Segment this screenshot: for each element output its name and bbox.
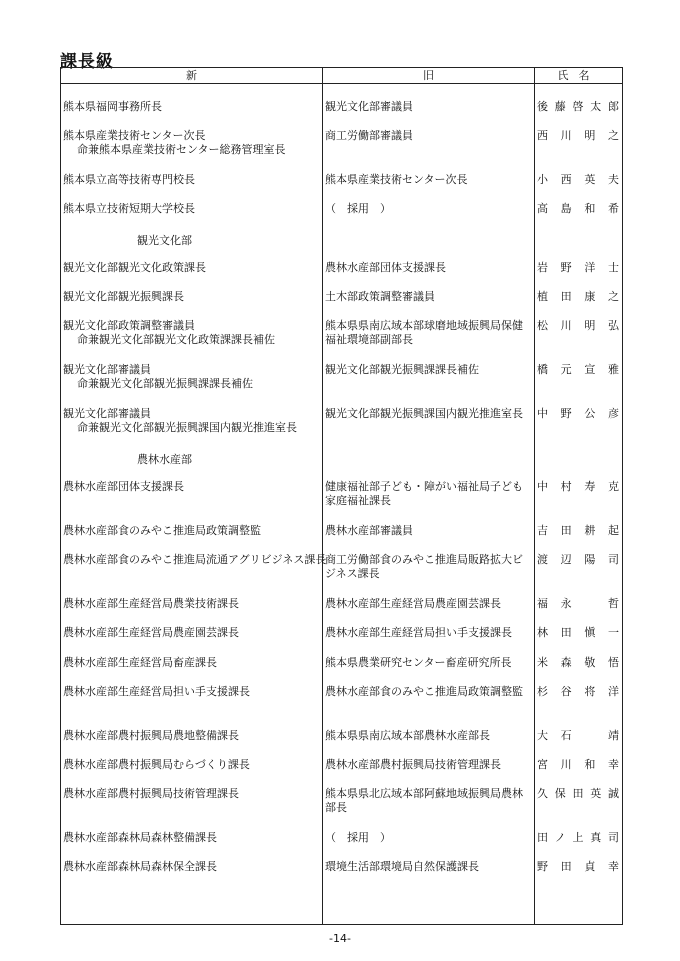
name-char: 寿 — [584, 480, 596, 493]
concurrent-post-line: 命兼熊本県産業技術センター総務管理室長 — [77, 143, 286, 156]
name-char: 田 — [560, 290, 572, 303]
name-char: 小 — [537, 173, 548, 186]
name-char: 元 — [560, 363, 572, 376]
name-char: 岩 — [537, 261, 548, 274]
name-char: 彦 — [607, 407, 619, 420]
name-char: 敬 — [584, 656, 596, 669]
new-position-line: 農林水産部生産経営局担い手支援課長 — [63, 685, 250, 698]
new-position — [63, 787, 321, 801]
name-char: 中 — [537, 480, 548, 493]
new-position — [63, 860, 321, 874]
new-position-line: 観光文化部審議員 — [63, 407, 151, 420]
person-name — [537, 100, 621, 114]
person-name — [537, 363, 621, 377]
page-title: 課長級 — [60, 52, 114, 72]
person-name — [537, 656, 621, 670]
person-name — [537, 290, 621, 304]
new-position-line: 農林水産部農村振興局農地整備課長 — [63, 729, 239, 742]
old-position: 熊本県農業研究センター畜産研究所長 — [325, 656, 512, 669]
old-position: 農林水産部生産経営局農産園芸課長 — [325, 597, 501, 610]
new-position-line: 農林水産部団体支援課長 — [63, 480, 184, 493]
header-new: 新 — [186, 69, 197, 82]
new-position-line: 農林水産部生産経営局農業技術課長 — [63, 597, 239, 610]
name-char: 川 — [560, 758, 572, 771]
name-char: 橋 — [537, 363, 548, 376]
header-old: 旧 — [423, 69, 434, 82]
name-char: 克 — [607, 480, 619, 493]
old-position: 農林水産部食のみやこ推進局政策調整監 — [325, 685, 523, 698]
new-position-line: 農林水産部農村振興局むらづくり課長 — [63, 758, 250, 771]
name-char: 野 — [537, 860, 548, 873]
old-position: 観光文化部観光振興課課長補佐 — [325, 363, 479, 376]
name-char: 田 — [560, 626, 572, 639]
name-char: 米 — [537, 656, 548, 669]
new-position-line: 農林水産部生産経営局農産園芸課長 — [63, 626, 239, 639]
old-position: （ 採用 ） — [325, 831, 391, 844]
new-position — [63, 656, 321, 670]
name-char: 石 — [560, 729, 572, 742]
new-position-line: 熊本県産業技術センター次長 — [63, 129, 206, 142]
name-char: 耕 — [584, 524, 596, 537]
old-position: 熊本県産業技術センター次長 — [325, 173, 468, 186]
new-position-line: 観光文化部観光文化政策課長 — [63, 261, 206, 274]
name-char: 上 — [572, 831, 584, 844]
name-char: 谷 — [560, 685, 572, 698]
name-char: 希 — [607, 202, 619, 215]
new-position — [63, 407, 321, 435]
column-divider — [322, 68, 323, 924]
old-position: 商工労働部食のみやこ推進局販路拡大ビジネス課長 — [325, 553, 523, 580]
name-char: 司 — [607, 553, 619, 566]
new-position — [63, 202, 321, 216]
name-char: 雅 — [607, 363, 619, 376]
name-char: 靖 — [607, 729, 619, 742]
new-position-line: 農林水産部生産経営局畜産課長 — [63, 656, 217, 669]
name-char: 公 — [584, 407, 596, 420]
new-position-line: 観光文化部観光振興課長 — [63, 290, 184, 303]
name-char — [584, 729, 595, 743]
name-char: 大 — [537, 729, 548, 742]
name-char: 辺 — [560, 553, 572, 566]
new-position — [63, 173, 321, 187]
name-char: 啓 — [572, 100, 584, 113]
name-char: 一 — [607, 626, 619, 639]
department-heading: 観光文化部 — [137, 234, 192, 247]
name-char: 夫 — [607, 173, 619, 186]
old-position: 土木部政策調整審議員 — [325, 290, 435, 303]
new-position — [63, 480, 321, 494]
new-position — [63, 129, 321, 157]
name-char: 和 — [584, 758, 596, 771]
person-name — [537, 860, 621, 874]
name-char: 太 — [590, 100, 602, 113]
old-position: 熊本県県北広域本部阿蘇地域振興局農林部長 — [325, 787, 523, 814]
name-char: ノ — [554, 831, 566, 844]
old-position: 農林水産部農村振興局技術管理課長 — [325, 758, 501, 771]
person-name — [537, 524, 621, 538]
name-char: 西 — [560, 173, 572, 186]
name-char: 野 — [560, 407, 572, 420]
name-char: 宣 — [584, 363, 596, 376]
name-char: 杉 — [537, 685, 548, 698]
name-char: 明 — [584, 129, 596, 142]
old-position: （ 採用 ） — [325, 202, 391, 215]
name-char: 明 — [584, 319, 596, 332]
name-char: 郎 — [608, 100, 619, 113]
person-name — [537, 729, 621, 743]
name-char: 松 — [537, 319, 548, 332]
new-position — [63, 685, 321, 699]
new-position — [63, 553, 327, 567]
new-position — [63, 729, 321, 743]
name-char: 洋 — [607, 685, 619, 698]
name-char: 福 — [537, 597, 548, 610]
name-char: 之 — [607, 129, 619, 142]
name-char: 野 — [560, 261, 572, 274]
new-position-line: 農林水産部農村振興局技術管理課長 — [63, 787, 239, 800]
name-char: 陽 — [584, 553, 596, 566]
person-name — [537, 129, 621, 143]
name-char: 宮 — [537, 758, 548, 771]
person-name — [537, 831, 621, 845]
name-char: 永 — [560, 597, 572, 610]
personnel-table — [60, 67, 623, 925]
name-char: 康 — [584, 290, 596, 303]
name-char: 村 — [560, 480, 572, 493]
new-position — [63, 319, 321, 347]
old-position: 農林水産部団体支援課長 — [325, 261, 446, 274]
new-position-line: 農林水産部森林局森林整備課長 — [63, 831, 217, 844]
name-char: 森 — [560, 656, 572, 669]
old-position: 環境生活部環境局自然保護課長 — [325, 860, 479, 873]
concurrent-post-line: 命兼観光文化部観光振興課課長補佐 — [77, 377, 253, 390]
person-name — [537, 480, 621, 494]
name-char: 植 — [537, 290, 548, 303]
name-char: 中 — [537, 407, 548, 420]
new-position — [63, 597, 321, 611]
new-position — [63, 524, 321, 538]
new-position-line: 農林水産部食のみやこ推進局流通アグリビジネス課長 — [63, 553, 327, 566]
name-char: 士 — [607, 261, 619, 274]
person-name — [537, 787, 621, 801]
person-name — [537, 173, 621, 187]
name-char — [584, 597, 595, 611]
new-position-line: 熊本県福岡事務所長 — [63, 100, 162, 113]
new-position — [63, 290, 321, 304]
old-position: 観光文化部審議員 — [325, 100, 413, 113]
name-char: 島 — [560, 202, 572, 215]
new-position — [63, 831, 321, 845]
name-char: 之 — [607, 290, 619, 303]
person-name — [537, 685, 621, 699]
new-position — [63, 100, 321, 114]
name-char: 幸 — [607, 758, 619, 771]
name-char: 川 — [560, 319, 572, 332]
name-char: 誠 — [608, 787, 619, 800]
person-name — [537, 407, 621, 421]
old-position: 農林水産部生産経営局担い手支援課長 — [325, 626, 512, 639]
name-char: 田 — [537, 831, 548, 844]
department-heading: 農林水産部 — [137, 453, 192, 466]
name-char: 起 — [607, 524, 619, 537]
person-name — [537, 626, 621, 640]
old-position: 健康福祉部子ども・障がい福祉局子ども家庭福祉課長 — [325, 480, 523, 507]
new-position — [63, 261, 321, 275]
new-position — [63, 626, 321, 640]
old-position: 熊本県県南広域本部球磨地域振興局保健福祉環境部副部長 — [325, 319, 523, 346]
person-name — [537, 758, 621, 772]
name-char: 貞 — [584, 860, 596, 873]
person-name — [537, 319, 621, 333]
name-char: 和 — [584, 202, 596, 215]
new-position — [63, 363, 321, 391]
name-char: 西 — [537, 129, 548, 142]
person-name — [537, 553, 621, 567]
new-position-line: 農林水産部食のみやこ推進局政策調整監 — [63, 524, 261, 537]
name-char: 悟 — [607, 656, 619, 669]
name-char: 洋 — [584, 261, 596, 274]
name-char: 林 — [537, 626, 548, 639]
name-char: 将 — [584, 685, 596, 698]
name-char: 藤 — [554, 100, 566, 113]
name-char: 川 — [560, 129, 572, 142]
header-divider — [61, 83, 622, 84]
new-position-line: 観光文化部審議員 — [63, 363, 151, 376]
page-number: -14- — [329, 932, 351, 945]
person-name — [537, 261, 621, 275]
name-char: 哲 — [607, 597, 619, 610]
old-position: 農林水産部審議員 — [325, 524, 413, 537]
old-position: 観光文化部観光振興課国内観光推進室長 — [325, 407, 523, 420]
name-char: 弘 — [607, 319, 619, 332]
name-char: 渡 — [537, 553, 548, 566]
name-char: 真 — [590, 831, 602, 844]
name-char: 後 — [537, 100, 548, 113]
name-char: 久 — [537, 787, 548, 800]
column-divider — [534, 68, 535, 924]
person-name — [537, 202, 621, 216]
new-position-line: 観光文化部政策調整審議員 — [63, 319, 195, 332]
header-name: 氏名 — [557, 69, 600, 82]
name-char: 英 — [590, 787, 602, 800]
name-char: 保 — [554, 787, 566, 800]
new-position-line: 農林水産部森林局森林保全課長 — [63, 860, 217, 873]
person-name — [537, 597, 621, 611]
new-position-line: 熊本県立技術短期大学校長 — [63, 202, 195, 215]
name-char: 英 — [584, 173, 596, 186]
name-char: 愼 — [584, 626, 596, 639]
new-position — [63, 758, 321, 772]
name-char: 吉 — [537, 524, 548, 537]
new-position-line: 熊本県立高等技術専門校長 — [63, 173, 195, 186]
name-char: 田 — [560, 524, 572, 537]
name-char: 司 — [608, 831, 619, 844]
name-char: 高 — [537, 202, 548, 215]
name-char: 田 — [560, 860, 572, 873]
concurrent-post-line: 命兼観光文化部観光振興課国内観光推進室長 — [77, 421, 297, 434]
concurrent-post-line: 命兼観光文化部観光文化政策課課長補佐 — [77, 333, 275, 346]
name-char: 田 — [572, 787, 584, 800]
old-position: 熊本県県南広域本部農林水産部長 — [325, 729, 490, 742]
name-char: 幸 — [607, 860, 619, 873]
old-position: 商工労働部審議員 — [325, 129, 413, 142]
